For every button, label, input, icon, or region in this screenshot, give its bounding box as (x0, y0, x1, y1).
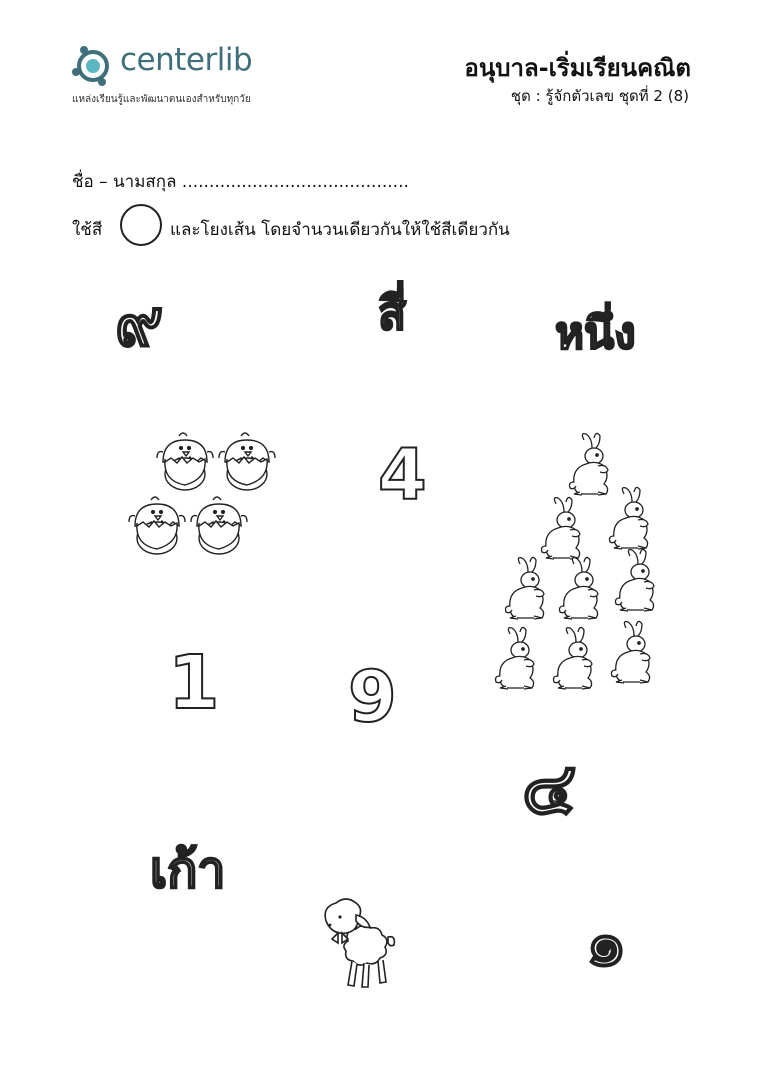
rabbit-figure (506, 557, 545, 619)
chick-figure (129, 497, 185, 554)
thai-numeral-four: ๔ (522, 746, 577, 830)
name-field-line: ชื่อ – นามสกุล .......................................... (72, 172, 409, 192)
chick-figure (191, 497, 247, 554)
rabbit-figure (610, 487, 649, 549)
rabbit-figure (612, 621, 651, 683)
page-title: อนุบาล-เริ่มเรียนคณิต (464, 54, 691, 82)
thai-numeral-one: ๑ (586, 907, 627, 981)
thai-numeral-nine: ๙ (115, 284, 164, 361)
rabbit-figure (554, 627, 593, 689)
arabic-numeral-one: 1 (168, 640, 220, 726)
logo-tagline: แหล่งเรียนรู้และพัฒนาตนเองสำหรับทุกวัย (72, 94, 251, 105)
color-circle-icon (120, 204, 162, 246)
chick-figure (157, 433, 213, 490)
page-subtitle: ชุด : รู้จักตัวเลข ชุดที่ 2 (8) (510, 87, 689, 105)
rabbit-figure (560, 557, 599, 619)
instruction-text: และโยงเส้น โดยจำนวนเดียวกันให้ใช้สีเดียวกัน (170, 220, 510, 240)
chick-figure (219, 433, 275, 490)
rabbits-picture-group (488, 432, 678, 702)
network-logo-icon (70, 42, 116, 88)
logo-wordmark: centerlib (120, 42, 253, 78)
rabbit-figure (496, 627, 535, 689)
sheep-picture (318, 893, 398, 993)
chicks-picture-group (125, 430, 275, 560)
thai-word-nine: เก้า (150, 841, 226, 899)
thai-word-one: หนึ่ง (555, 308, 636, 359)
arabic-numeral-four: 4 (378, 434, 427, 516)
arabic-numeral-nine: 9 (348, 656, 397, 738)
rabbit-figure (570, 433, 609, 495)
rabbit-figure (616, 549, 655, 611)
instruction-start: ใช้สี (72, 220, 103, 240)
thai-word-four: สี่ (378, 286, 407, 340)
centerlib-logo (70, 42, 300, 108)
rabbit-figure (542, 497, 581, 559)
